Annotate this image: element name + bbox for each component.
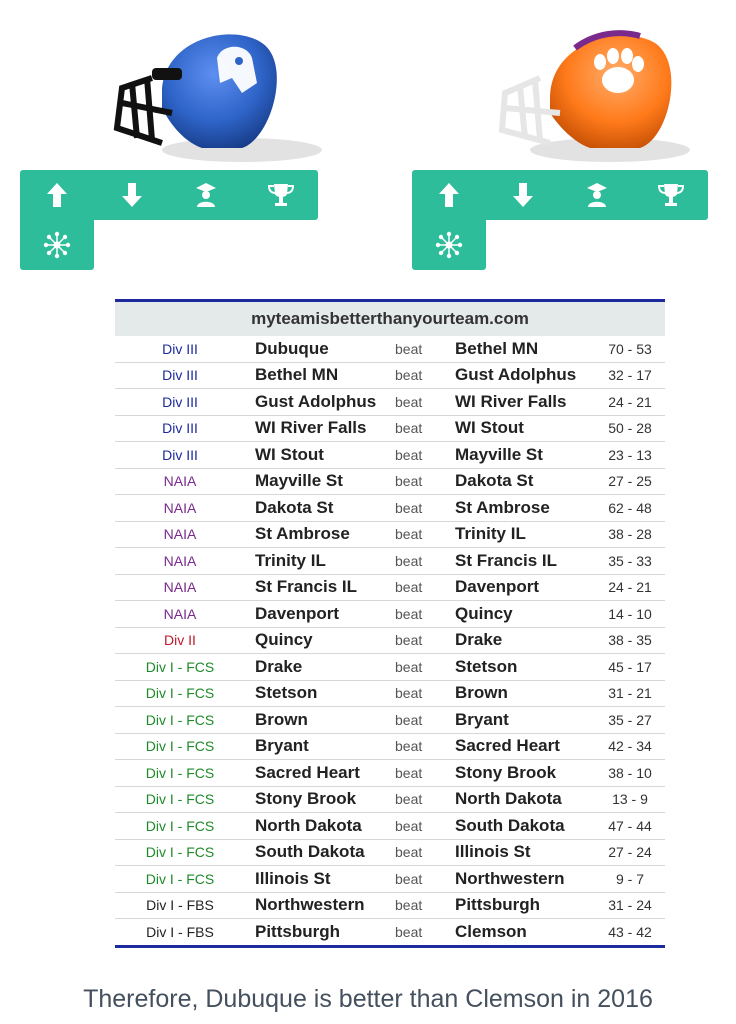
loser-team: Bethel MN — [450, 336, 595, 362]
beat-label: beat — [395, 707, 450, 734]
table-row — [115, 733, 665, 760]
division-label: Div I - FCS — [115, 866, 245, 893]
winner-team: Pittsburgh — [255, 921, 340, 941]
division-label: NAIA — [115, 521, 245, 548]
loser-team: WI Stout — [450, 415, 595, 442]
division-label: Div I - FCS — [115, 707, 245, 734]
trophy-icon — [267, 182, 295, 208]
conclusion-caption: Therefore, Dubuque is better than Clemson in 2016 — [83, 985, 653, 1013]
winner-team: St Francis IL — [245, 574, 395, 601]
winner-team: Davenport — [245, 601, 395, 628]
division-label: NAIA — [115, 601, 245, 628]
score: 14 - 10 — [595, 601, 665, 628]
arrow-down-icon — [512, 182, 534, 208]
score: 23 - 13 — [595, 442, 665, 469]
score: 38 - 35 — [595, 627, 665, 654]
table-row — [115, 442, 665, 469]
table-row — [115, 601, 665, 628]
division-label: Div III — [115, 442, 245, 469]
beat-label: beat — [395, 786, 450, 813]
loser-team: St Francis IL — [450, 548, 595, 575]
table-row — [115, 362, 665, 389]
winner-team: Dakota St — [245, 495, 395, 522]
graduate-icon — [585, 182, 609, 208]
table-row — [115, 495, 665, 522]
score: 38 - 10 — [595, 760, 665, 787]
beat-label: beat — [395, 495, 450, 522]
division-label: Div I - FCS — [115, 654, 245, 681]
network-button[interactable] — [20, 220, 94, 270]
table-row — [115, 468, 665, 495]
winner-team: Sacred Heart — [245, 760, 395, 787]
loser-team: Stetson — [450, 654, 595, 681]
table-row — [115, 389, 665, 416]
beat-label: beat — [395, 389, 450, 416]
table-row — [115, 707, 665, 734]
beat-label: beat — [395, 654, 450, 681]
table-row — [115, 866, 665, 893]
downvote-button[interactable] — [95, 170, 170, 220]
score: 24 - 21 — [595, 389, 665, 416]
score: 35 - 33 — [595, 548, 665, 575]
beat-label: beat — [395, 601, 450, 628]
score: 24 - 21 — [595, 574, 665, 601]
division-label: Div I - FCS — [115, 760, 245, 787]
trophy-icon — [657, 182, 685, 208]
winner-team: Quincy — [245, 627, 395, 654]
division-label: NAIA — [115, 468, 245, 495]
winner-team: Trinity IL — [245, 548, 395, 575]
beat-label: beat — [395, 680, 450, 707]
loser-team: Drake — [450, 627, 595, 654]
beat-label: beat — [395, 839, 450, 866]
loser-team: Stony Brook — [450, 760, 595, 787]
right-team-toolbar — [412, 170, 708, 220]
score: 70 - 53 — [595, 336, 665, 362]
site-header: myteamisbetterthanyourteam.com — [115, 302, 665, 336]
loser-team: Gust Adolphus — [450, 362, 595, 389]
beat-label: beat — [395, 521, 450, 548]
winner-team: WI River Falls — [245, 415, 395, 442]
table-row — [115, 627, 665, 654]
winner-team: Gust Adolphus — [245, 389, 395, 416]
table-row — [115, 654, 665, 681]
beat-label: beat — [395, 813, 450, 840]
division-label: Div III — [115, 362, 245, 389]
arrow-down-icon — [121, 182, 143, 208]
beat-label: beat — [395, 442, 450, 469]
winner-team: Northwestern — [245, 892, 395, 919]
beat-label: beat — [395, 574, 450, 601]
tiger-paw-helmet-icon — [480, 18, 720, 168]
beat-label: beat — [395, 415, 450, 442]
score: 35 - 27 — [595, 707, 665, 734]
beat-label: beat — [395, 362, 450, 389]
score: 31 - 21 — [595, 680, 665, 707]
spartan-helmet-icon — [92, 18, 332, 168]
graduate-icon — [194, 182, 218, 208]
score: 32 - 17 — [595, 362, 665, 389]
beat-label: beat — [395, 760, 450, 787]
score: 9 - 7 — [595, 866, 665, 893]
loser-team: Brown — [450, 680, 595, 707]
downvote-button[interactable] — [486, 170, 560, 220]
beat-label: beat — [395, 627, 450, 654]
winner-team: Stony Brook — [245, 786, 395, 813]
winner-team: Bryant — [245, 733, 395, 760]
loser-team: Dakota St — [450, 468, 595, 495]
winner-team: Brown — [245, 707, 395, 734]
division-label: Div II — [115, 627, 245, 654]
winner-team: Stetson — [245, 680, 395, 707]
loser-team: Davenport — [450, 574, 595, 601]
table-row — [115, 336, 665, 362]
beat-label: beat — [395, 336, 450, 362]
division-label: Div I - FCS — [115, 813, 245, 840]
winner-team: Mayville St — [245, 468, 395, 495]
score: 47 - 44 — [595, 813, 665, 840]
loser-team: Illinois St — [450, 839, 595, 866]
loser-team: Northwestern — [450, 866, 595, 893]
table-row — [115, 521, 665, 548]
loser-team: St Ambrose — [450, 495, 595, 522]
table-row — [115, 786, 665, 813]
network-icon — [43, 231, 71, 259]
left-team-toolbar — [20, 170, 318, 220]
table-row — [115, 813, 665, 840]
loser-team: Quincy — [450, 601, 595, 628]
network-button[interactable] — [412, 220, 486, 270]
network-icon — [435, 231, 463, 259]
division-label: Div III — [115, 415, 245, 442]
division-label: Div I - FBS — [146, 923, 214, 940]
beat-label: beat — [395, 866, 450, 893]
table-row — [115, 574, 665, 601]
score: 13 - 9 — [595, 786, 665, 813]
division-label: Div I - FCS — [115, 786, 245, 813]
results-table — [115, 299, 665, 948]
division-label: Div I - FCS — [115, 839, 245, 866]
table-row — [115, 919, 665, 945]
winner-team: South Dakota — [245, 839, 395, 866]
table-row — [115, 760, 665, 787]
beat-label: beat — [395, 923, 423, 940]
winner-team: Dubuque — [245, 336, 395, 362]
score: 43 - 42 — [608, 923, 652, 940]
score: 45 - 17 — [595, 654, 665, 681]
loser-team: South Dakota — [450, 813, 595, 840]
winner-team: St Ambrose — [245, 521, 395, 548]
trophy-button[interactable] — [244, 170, 319, 220]
table-row — [115, 839, 665, 866]
trophy-button[interactable] — [634, 170, 708, 220]
division-label: Div I - FCS — [115, 733, 245, 760]
beat-label: beat — [395, 468, 450, 495]
winner-team: WI Stout — [245, 442, 395, 469]
upvote-button[interactable] — [412, 170, 486, 220]
table-row — [115, 680, 665, 707]
beat-label: beat — [395, 892, 450, 919]
loser-team: Mayville St — [450, 442, 595, 469]
loser-team: Pittsburgh — [450, 892, 595, 919]
winner-team: Illinois St — [245, 866, 395, 893]
score: 31 - 24 — [595, 892, 665, 919]
loser-team: Clemson — [455, 921, 527, 941]
score: 27 - 24 — [595, 839, 665, 866]
score: 27 - 25 — [595, 468, 665, 495]
graduate-button[interactable] — [560, 170, 634, 220]
loser-team: WI River Falls — [450, 389, 595, 416]
score: 38 - 28 — [595, 521, 665, 548]
score: 62 - 48 — [595, 495, 665, 522]
division-label: NAIA — [115, 548, 245, 575]
score: 50 - 28 — [595, 415, 665, 442]
arrow-up-icon — [438, 182, 460, 208]
table-row — [115, 548, 665, 575]
score: 42 - 34 — [595, 733, 665, 760]
winner-team: North Dakota — [245, 813, 395, 840]
upvote-button[interactable] — [20, 170, 95, 220]
loser-team: Sacred Heart — [450, 733, 595, 760]
winner-team: Drake — [245, 654, 395, 681]
division-label: Div I - FBS — [115, 892, 245, 919]
beat-label: beat — [395, 548, 450, 575]
beat-label: beat — [395, 733, 450, 760]
division-label: Div I - FCS — [115, 680, 245, 707]
loser-team: North Dakota — [450, 786, 595, 813]
loser-team: Bryant — [450, 707, 595, 734]
loser-team: Trinity IL — [450, 521, 595, 548]
division-label: NAIA — [115, 495, 245, 522]
division-label: Div III — [115, 389, 245, 416]
table-row — [115, 892, 665, 919]
table-row — [115, 415, 665, 442]
results-rows — [115, 336, 665, 945]
division-label: Div III — [115, 336, 245, 362]
division-label: NAIA — [115, 574, 245, 601]
graduate-button[interactable] — [169, 170, 244, 220]
arrow-up-icon — [46, 182, 68, 208]
winner-team: Bethel MN — [245, 362, 395, 389]
